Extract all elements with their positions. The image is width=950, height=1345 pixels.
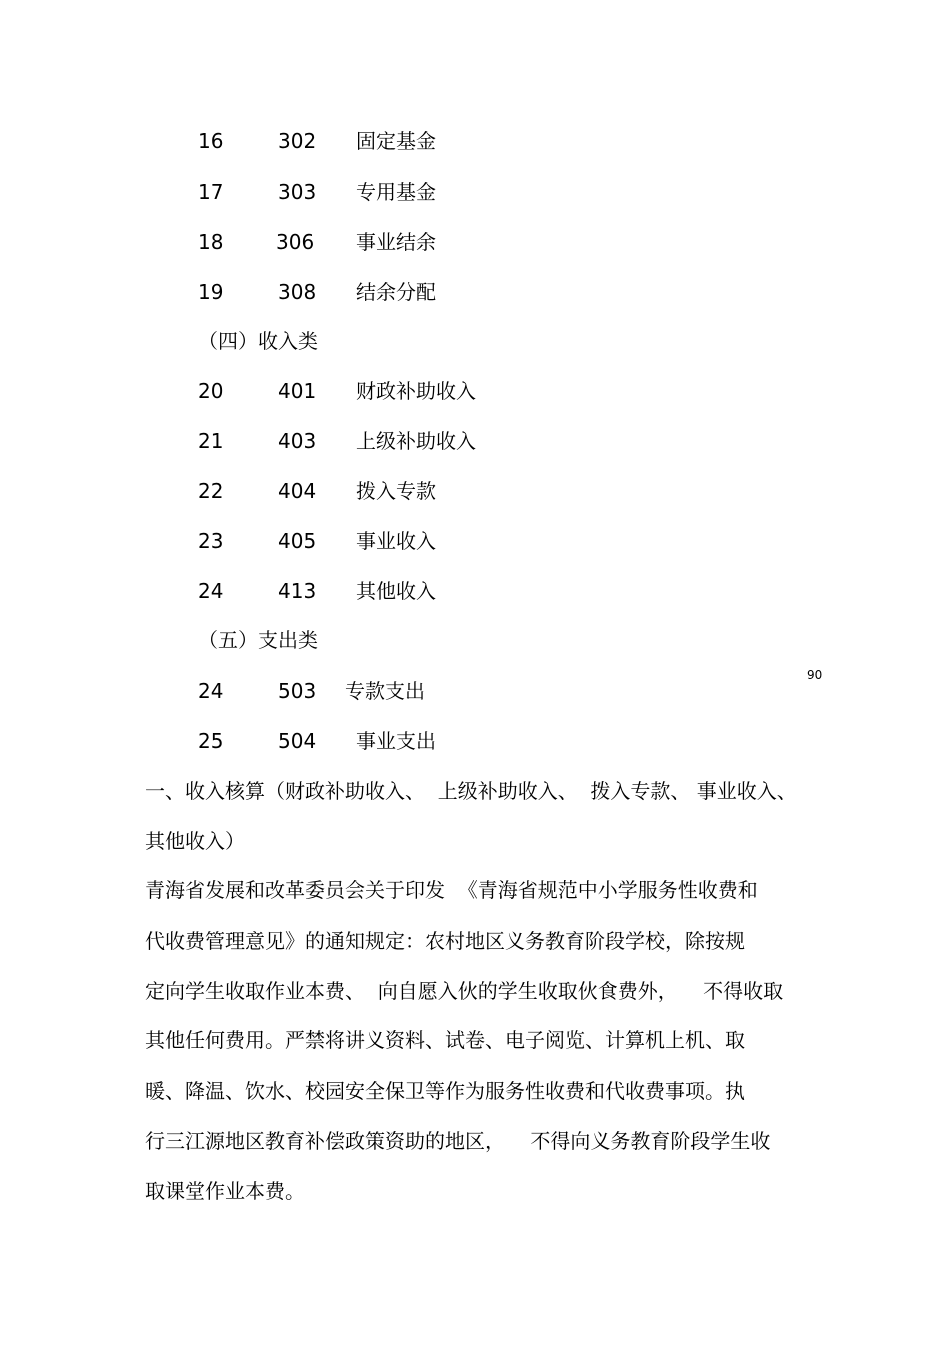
account-index: 18 xyxy=(198,230,224,254)
account-index: 22 xyxy=(198,479,224,503)
paragraph-line: 代收费管理意见》的通知规定：农村地区义务教育阶段学校，除按规 xyxy=(145,929,745,953)
account-index: 24 xyxy=(198,679,224,703)
section-heading-expense: （五）支出类 xyxy=(198,628,318,652)
account-index: 16 xyxy=(198,129,224,153)
account-index: 19 xyxy=(198,280,224,304)
account-code: 302 xyxy=(278,129,317,153)
account-name: 财政补助收入 xyxy=(356,379,476,403)
account-code: 504 xyxy=(278,729,317,753)
account-name: 固定基金 xyxy=(356,129,436,153)
paragraph-line: 青海省发展和改革委员会关于印发 《青海省规范中小学服务性收费和 xyxy=(145,878,758,902)
account-name: 专用基金 xyxy=(356,180,436,204)
account-code: 401 xyxy=(278,379,317,403)
account-name: 拨入专款 xyxy=(356,479,436,503)
paragraph-line: 其他任何费用。严禁将讲义资料、试卷、电子阅览、计算机上机、取 xyxy=(145,1028,745,1052)
account-name: 事业收入 xyxy=(356,529,436,553)
account-index: 23 xyxy=(198,529,224,553)
paragraph-line: 暖、降温、饮水、校园安全保卫等作为服务性收费和代收费事项。执 xyxy=(145,1079,745,1103)
account-index: 20 xyxy=(198,379,224,403)
account-name: 专款支出 xyxy=(345,679,425,703)
paragraph-line: 取课堂作业本费。 xyxy=(145,1179,305,1203)
account-index: 25 xyxy=(198,729,224,753)
account-index: 24 xyxy=(198,579,224,603)
account-code: 413 xyxy=(278,579,317,603)
page-number: 90 xyxy=(807,668,823,682)
account-code: 403 xyxy=(278,429,317,453)
account-code: 503 xyxy=(278,679,317,703)
paragraph-line: 一、收入核算（财政补助收入、 上级补助收入、 拨入专款、 事业收入、 xyxy=(145,779,797,803)
paragraph-line: 其他收入） xyxy=(145,829,245,853)
account-name: 事业支出 xyxy=(356,729,436,753)
account-code: 306 xyxy=(276,230,315,254)
section-heading-income: （四）收入类 xyxy=(198,329,318,353)
account-code: 303 xyxy=(278,180,317,204)
paragraph-line: 定向学生收取作业本费、 向自愿入伙的学生收取伙食费外， 不得收取 xyxy=(145,979,784,1003)
account-index: 21 xyxy=(198,429,224,453)
account-code: 404 xyxy=(278,479,317,503)
account-name: 结余分配 xyxy=(356,280,436,304)
account-name: 上级补助收入 xyxy=(356,429,476,453)
account-name: 事业结余 xyxy=(356,230,436,254)
account-name: 其他收入 xyxy=(356,579,436,603)
account-index: 17 xyxy=(198,180,224,204)
account-code: 308 xyxy=(278,280,317,304)
account-code: 405 xyxy=(278,529,317,553)
paragraph-line: 行三江源地区教育补偿政策资助的地区， 不得向义务教育阶段学生收 xyxy=(145,1129,771,1153)
